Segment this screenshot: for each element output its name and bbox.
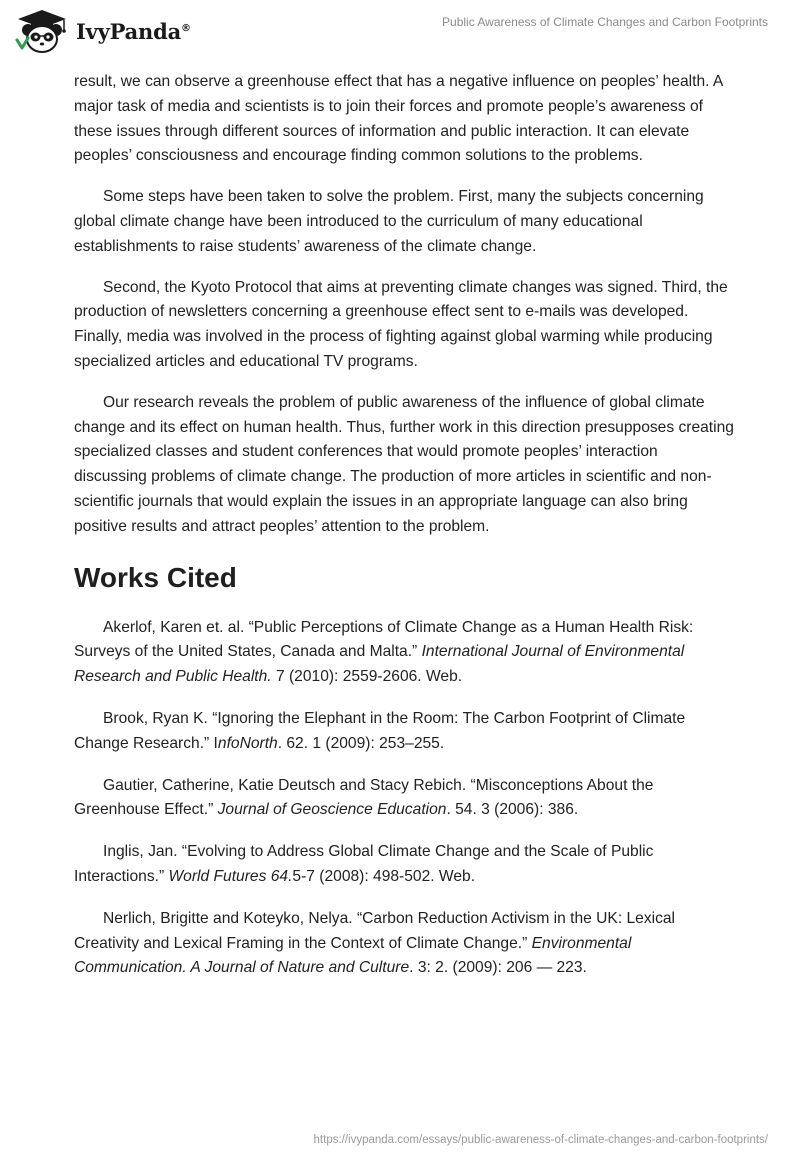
citation-text: Gautier, Catherine, Katie Deutsch and Stacy Rebich. “Misconceptions About the Greenhouse Effect.”	[74, 776, 654, 819]
citation-source: Journal of Geoscience Education	[217, 801, 447, 819]
logo[interactable]	[14, 8, 191, 54]
citation-text: Akerlof, Karen et. al. “Public Perceptions of Climate Change as a Human Health Risk: Surveys of the United States, Canada and Malta.”	[74, 618, 694, 661]
running-title: Public Awareness of Climate Changes and Carbon Footprints	[442, 15, 768, 29]
citation-entry	[74, 840, 734, 890]
citation-entry	[74, 774, 734, 824]
document-body	[74, 70, 734, 998]
citation-source: nfoNorth	[217, 734, 278, 752]
citation-details: . 54. 3 (2006): 386.	[446, 801, 579, 819]
works-cited-heading: Works Cited	[74, 561, 237, 593]
body-paragraph: Our research reveals the problem of public awareness of the influence of global climate change and its effect on human health. Thus, further work in this direction presupposes creating specialized classes and student conferences that would promote peoples’ interaction discussing problems of climate change. The production of more articles in scientific and non-scientific journals that would explain the issues in an appropriate language can also bring positive results and attract peoples’ attention to the problem.	[74, 393, 734, 535]
citation-text: Brook, Ryan K. “Ignoring the Elephant in the Room: The Carbon Footprint of Climate Change Research.” I	[74, 709, 686, 752]
panda-logo-icon	[14, 8, 70, 54]
citation-source: World Futures 64.	[168, 867, 293, 885]
body-paragraph: Some steps have been taken to solve the problem. First, many the subjects concerning global climate change have been introduced to the curriculum of many educational establishments to raise students’ awareness of the climate change.	[74, 188, 704, 255]
citation-entry	[74, 616, 734, 690]
citation-text: Inglis, Jan. “Evolving to Address Global Climate Change and the Scale of Public Interactions.”	[74, 843, 654, 885]
source-url-link[interactable]: https://ivypanda.com/essays/public-awareness-of-climate-changes-and-carbon-footprints/	[313, 1134, 768, 1146]
citation-entry	[74, 907, 734, 981]
citation-details: 5-7 (2008): 498-502. Web.	[292, 867, 476, 885]
citation-text: Nerlich, Brigitte and Koteyko, Nelya. “Carbon Reduction Activism in the UK: Lexical Creativity and Lexical Framing in the Context of Climate Change.”	[74, 909, 676, 952]
citation-details: . 3: 2. (2009): 206 — 223.	[409, 959, 587, 977]
citation-source: International Journal of Environmental Research and Public Health.	[74, 643, 685, 686]
page-header	[0, 0, 800, 70]
body-paragraph: result, we can observe a greenhouse effect that has a negative influence on peoples’ health. A major task of media and scientists is to join their forces and promote people’s awareness of these issues through different sources of information and public interaction. It can elevate peoples’ consciousness and encourage finding common solutions to the problems.	[74, 73, 723, 165]
citation-details: . 62. 1 (2009): 253–255.	[277, 734, 445, 752]
citation-entry	[74, 707, 734, 757]
body-paragraph: Second, the Kyoto Protocol that aims at preventing climate changes was signed. Third, the production of newsletters concerning a greenhouse effect sent to e-mails was developed. Finally, media was involved in the process of fighting against global warming while producing specialized articles and educational TV programs.	[74, 278, 728, 370]
logo-wordmark: IvyPanda®	[76, 18, 191, 44]
citation-details: 7 (2010): 2559-2606. Web.	[271, 668, 463, 686]
citation-source: Environmental Communication. A Journal of Nature and Culture	[74, 934, 632, 977]
